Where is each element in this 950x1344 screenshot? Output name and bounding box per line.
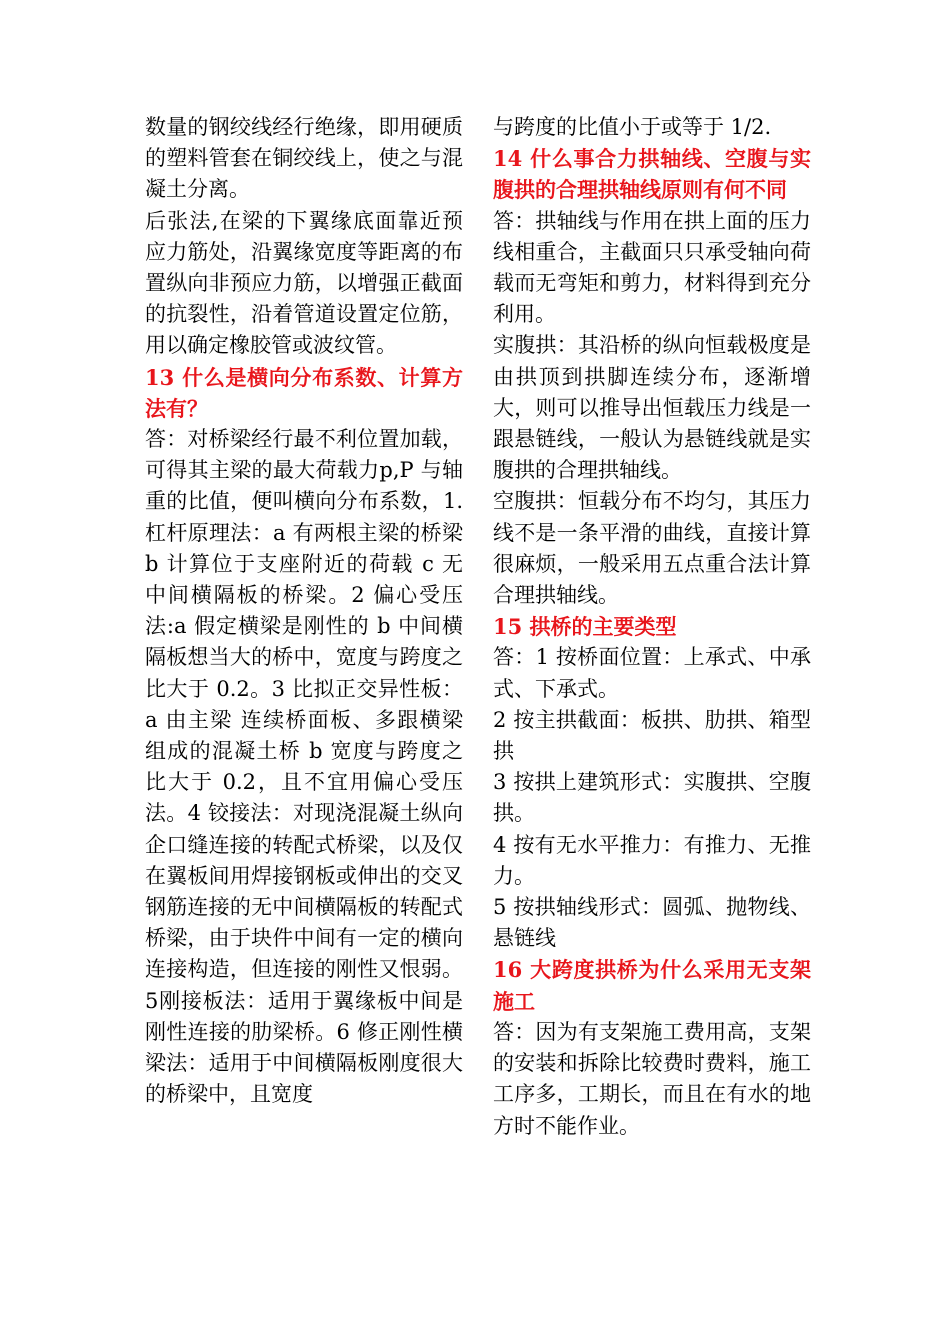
paragraph: 5 按拱轴线形式：圆弧、抛物线、悬链线 bbox=[493, 895, 811, 951]
right-column bbox=[493, 112, 811, 1142]
paragraph: 后张法,在梁的下翼缘底面靠近预应力筋处，沿翼缘宽度等距离的布置纵向非预应力筋，以增强正截面的抗裂性，沿着管道设置定位筋，用以确定橡胶管或波纹管。 bbox=[145, 208, 463, 358]
paragraph: 2 按主拱截面：板拱、肋拱、箱型拱 bbox=[493, 707, 811, 764]
paragraph: 答：1 按桥面位置：上承式、中承式、下承式。 bbox=[493, 645, 811, 701]
paragraph: 实腹拱：其沿桥的纵向恒载极度是由拱顶到拱脚连续分布，逐渐增大，则可以推导出恒载压力线是一跟悬链线，一般认为悬链线就是实腹拱的合理拱轴线。 bbox=[493, 333, 811, 483]
section-heading: 16 大跨度拱桥为什么采用无支架施工 bbox=[493, 957, 811, 1014]
paragraph: 空腹拱：恒载分布不均匀，其压力线不是一条平滑的曲线，直接计算很麻烦，一般采用五点重合法计算合理拱轴线。 bbox=[493, 489, 811, 608]
paragraph: 数量的钢绞线经行绝缘，即用硬质的塑料管套在铜绞线上，使之与混凝土分离。 bbox=[145, 115, 463, 202]
paragraph: 答：拱轴线与作用在拱上面的压力线相重合，主截面只只承受轴向荷载而无弯矩和剪力，材料得到充分利用。 bbox=[493, 208, 811, 327]
paragraph: 与跨度的比值小于或等于 1/2. bbox=[493, 115, 772, 139]
paragraph: 4 按有无水平推力：有推力、无推力。 bbox=[493, 832, 811, 888]
paragraph: 答：因为有支架施工费用高，支架的安装和拆除比较费时费料，施工工序多，工期长，而且在有水的地方时不能作业。 bbox=[493, 1019, 811, 1138]
paragraph: 3 按拱上建筑形式：实腹拱、空腹拱。 bbox=[493, 770, 811, 826]
section-heading: 13 什么是横向分布系数、计算方法有？ bbox=[145, 364, 463, 421]
section-heading: 14 什么事合力拱轴线、空腹与实腹拱的合理拱轴线原则有何不同 bbox=[493, 146, 811, 203]
paragraph: 答：对桥梁经行最不利位置加载，可得其主梁的最大荷载力p,P 与轴重的比值，便叫横向分布系数，1.杠杆原理法：a 有两根主梁的桥梁 b 计算位于支座附近的荷载 c 无中间横隔板的桥梁。2 偏心受压法:a 假定横梁是刚性的 b 中间横隔板想当大的桥中，宽度与跨度之比大于 0.2。3 比拟正交异性板：a 由主梁 连续桥面板、多跟横梁组成的混凝土桥 b 宽度与跨度之比大于 0.2，且不宜用偏心受压法。4 铰接法：对现浇混凝土纵向企口缝连接的转配式桥梁，以及仅在翼板间用焊接钢板或伸出的交叉钢筋连接的无中间横隔板的转配式桥梁，由于块件中间有一定的横向连接构造，但连接的刚性又恨弱。5刚接板法：适用于翼缘板中间是刚性连接的肋梁桥。6 修正刚性横梁法：适用于中间横隔板刚度很大的桥梁中，且宽度 bbox=[145, 427, 463, 1107]
left-column bbox=[145, 112, 463, 1111]
section-heading: 15 拱桥的主要类型 bbox=[493, 614, 677, 640]
